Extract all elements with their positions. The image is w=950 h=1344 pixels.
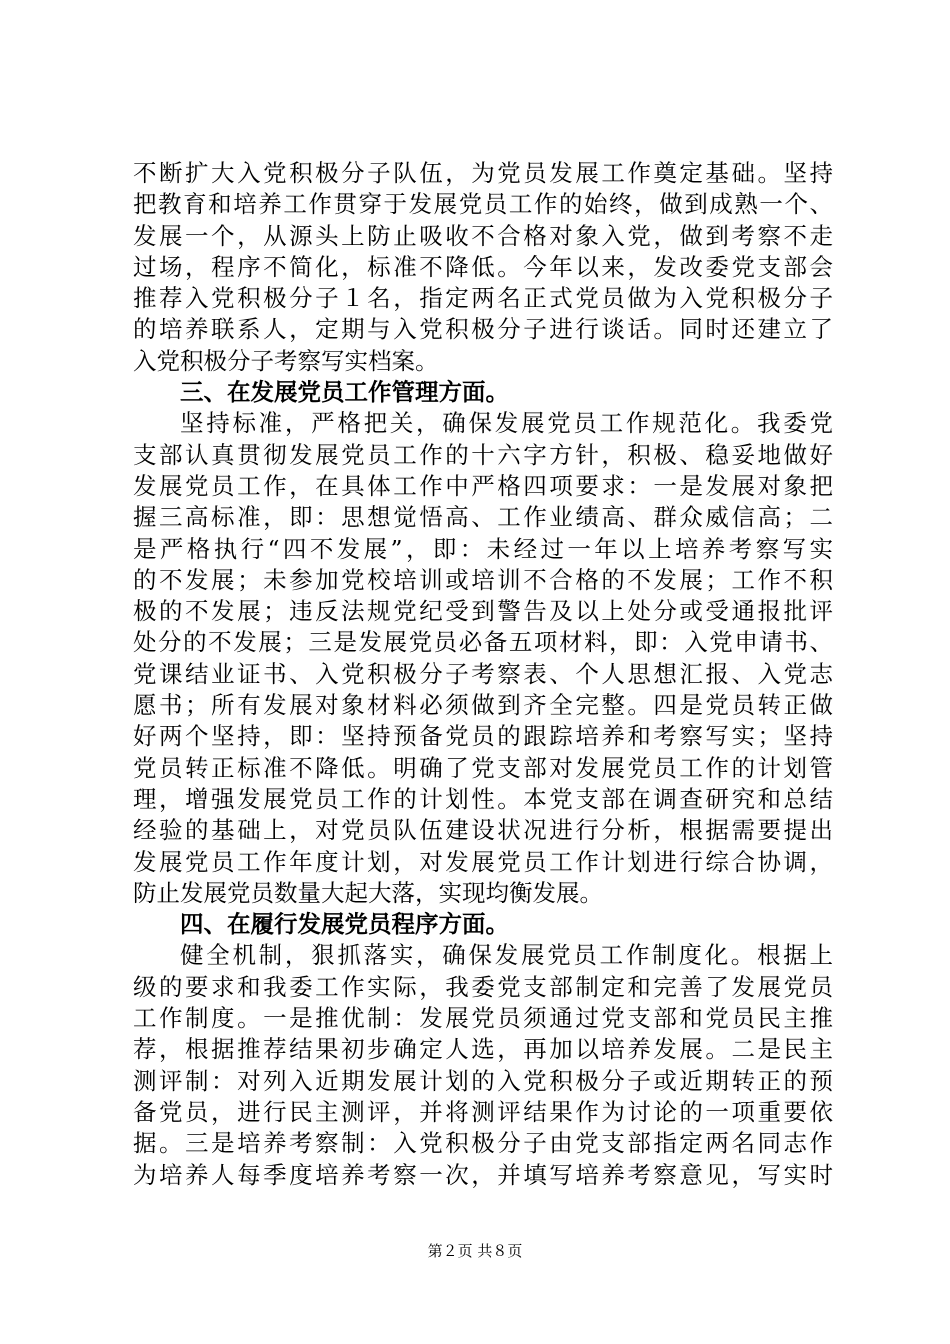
section-heading: 四、在履行发展党员程序方面。 bbox=[180, 910, 509, 939]
text-line: 备党员，进行民主测评，并将测评结果作为讨论的一项重要依 bbox=[133, 1097, 833, 1126]
text-line: 好两个坚持，即：坚持预备党员的跟踪培养和考察写实；坚持 bbox=[133, 722, 833, 751]
text-line: 过场，程序不简化，标准不降低。今年以来，发改委党支部会 bbox=[133, 252, 833, 281]
text-line: 的培养联系人，定期与入党积极分子进行谈话。同时还建立了 bbox=[133, 315, 833, 344]
text-line: 发展一个，从源头上防止吸收不合格对象入党，做到考察不走 bbox=[133, 221, 833, 250]
text-line: 荐，根据推荐结果初步确定人选，再加以培养发展。二是民主 bbox=[133, 1035, 833, 1064]
text-line: 支部认真贯彻发展党员工作的十六字方针，积极、稳妥地做好 bbox=[133, 440, 833, 469]
text-line: 不断扩大入党积极分子队伍，为党员发展工作奠定基础。坚持 bbox=[133, 159, 833, 187]
text-line: 防止发展党员数量大起大落，实现均衡发展。 bbox=[133, 878, 603, 907]
text-line: 发展党员工作，在具体工作中严格四项要求：一是发展对象把 bbox=[133, 471, 833, 500]
text-line: 发展党员工作年度计划，对发展党员工作计划进行综合协调， bbox=[133, 847, 833, 876]
text-line: 处分的不发展；三是发展党员必备五项材料，即：入党申请书、 bbox=[133, 628, 833, 657]
page-number-label: 第２页 共８页 bbox=[427, 1242, 523, 1260]
text-line: 理，增强发展党员工作的计划性。本党支部在调查研究和总结 bbox=[133, 784, 833, 813]
text-line: 健全机制，狠抓落实，确保发展党员工作制度化。根据上 bbox=[180, 941, 833, 970]
text-line: 把教育和培养工作贯穿于发展党员工作的始终，做到成熟一个、 bbox=[133, 190, 833, 219]
text-line: 据。三是培养考察制：入党积极分子由党支部指定两名同志作 bbox=[133, 1129, 833, 1158]
text-line: 党员转正标准不降低。明确了党支部对发展党员工作的计划管 bbox=[133, 753, 833, 782]
section-heading: 三、在发展党员工作管理方面。 bbox=[180, 378, 509, 407]
text-line: 极的不发展；违反法规党纪受到警告及以上处分或受通报批评 bbox=[133, 597, 833, 626]
text-line: 党课结业证书、入党积极分子考察表、个人思想汇报、入党志 bbox=[133, 659, 833, 688]
text-line: 级的要求和我委工作实际，我委党支部制定和完善了发展党员 bbox=[133, 972, 833, 1001]
text-line: 入党积极分子考察写实档案。 bbox=[133, 346, 439, 375]
text-line: 愿书；所有发展对象材料必须做到齐全完整。四是党员转正做 bbox=[133, 691, 833, 720]
body-text bbox=[133, 158, 833, 1191]
text-line: 的不发展；未参加党校培训或培训不合格的不发展；工作不积 bbox=[133, 565, 833, 594]
text-line: 坚持标准，严格把关，确保发展党员工作规范化。我委党 bbox=[180, 409, 833, 438]
text-line: 测评制：对列入近期发展计划的入党积极分子或近期转正的预 bbox=[133, 1066, 833, 1095]
text-line: 为培养人每季度培养考察一次，并填写培养考察意见，写实时 bbox=[133, 1160, 833, 1189]
page-footer bbox=[0, 1240, 950, 1261]
text-line: 握三高标准，即：思想觉悟高、工作业绩高、群众威信高；二 bbox=[133, 503, 833, 532]
text-line: 经验的基础上，对党员队伍建设状况进行分析，根据需要提出 bbox=[133, 816, 833, 845]
text-line: 推荐入党积极分子１名，指定两名正式党员做为入党积极分子 bbox=[133, 284, 833, 313]
text-line: 工作制度。一是推优制：发展党员须通过党支部和党员民主推 bbox=[133, 1004, 833, 1033]
text-line: 是严格执行“四不发展”，即：未经过一年以上培养考察写实 bbox=[133, 534, 833, 563]
